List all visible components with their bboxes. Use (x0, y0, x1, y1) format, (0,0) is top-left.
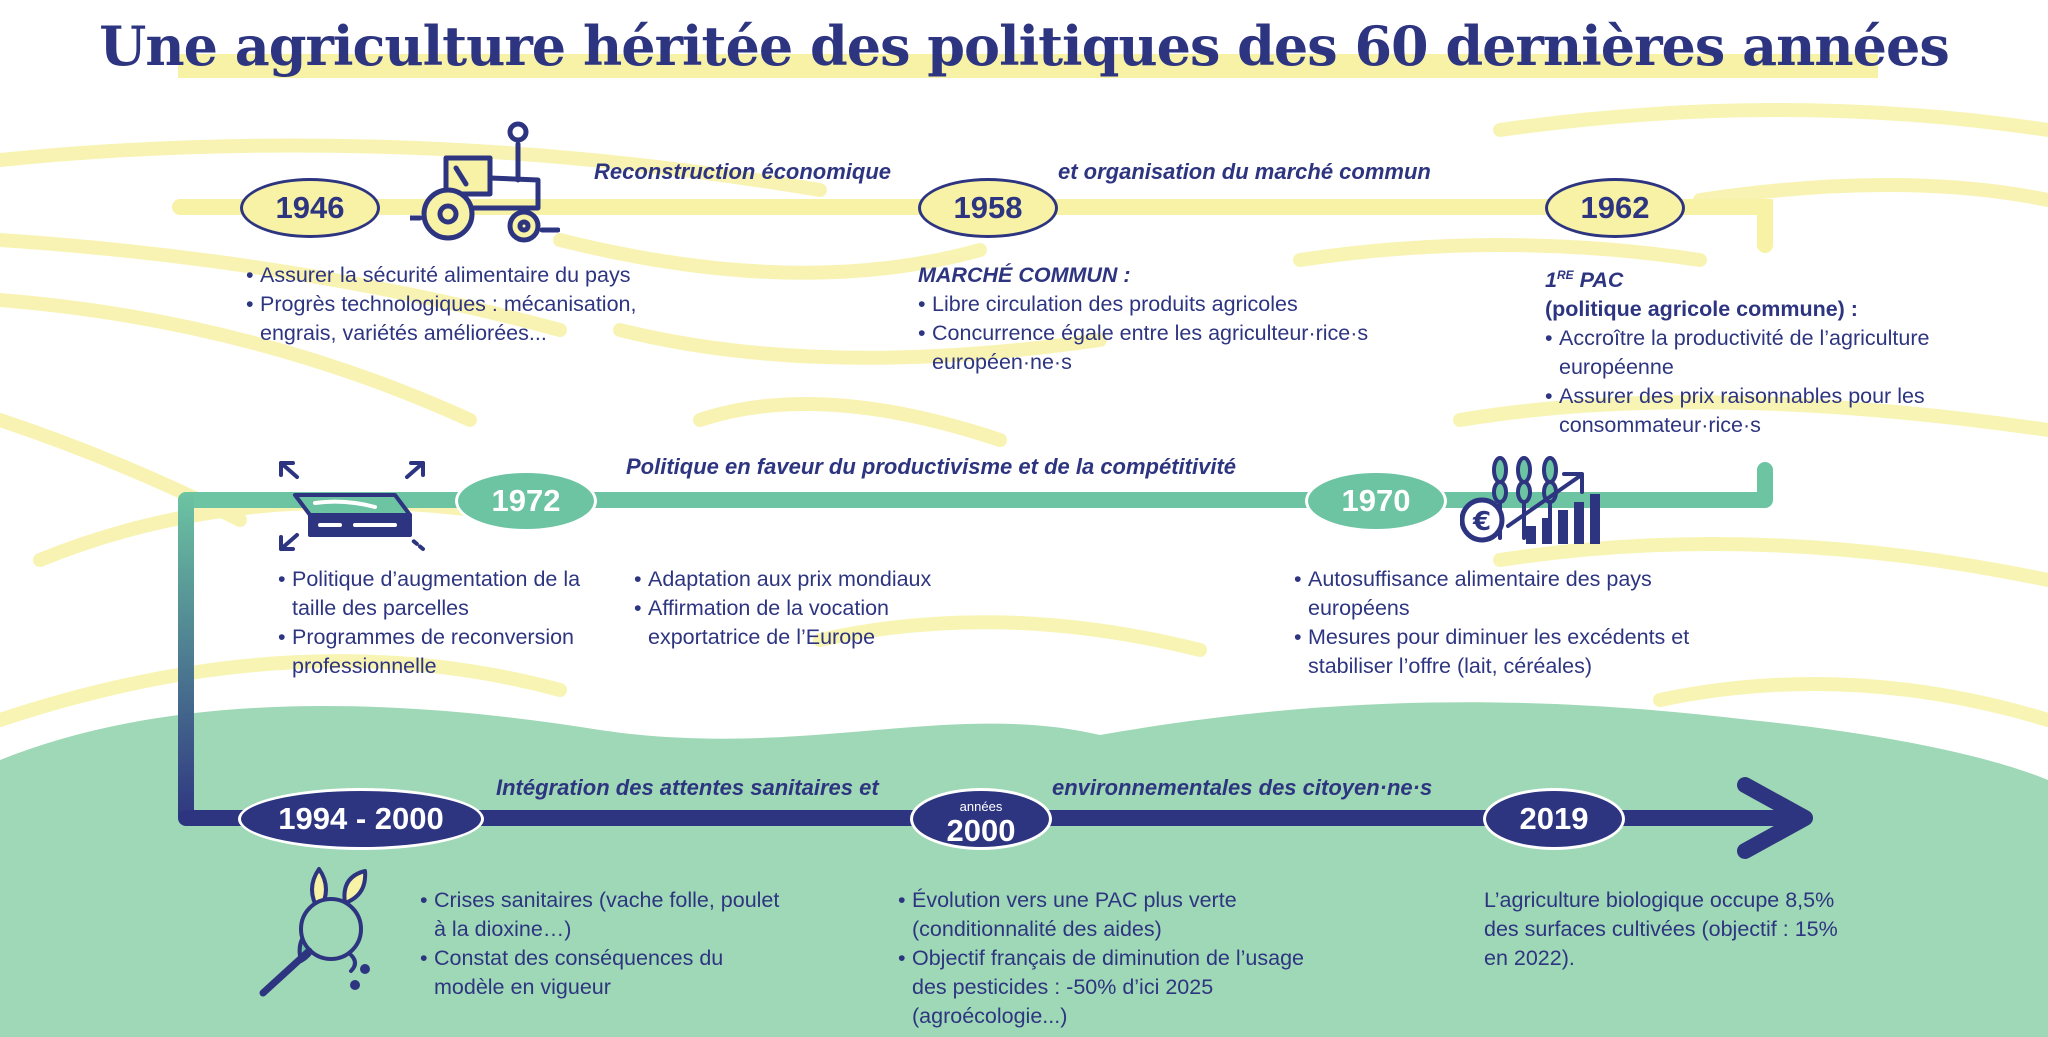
year-1958: 1958 (918, 178, 1058, 238)
year-1962: 1962 (1545, 178, 1685, 238)
list-item: • Constat des conséquences du modèle en vigueur (420, 944, 780, 1002)
block-heading (1545, 261, 1975, 295)
list-item: • Évolution vers une PAC plus verte (conditionnalité des aides) (898, 886, 1318, 944)
list-item: • Assurer la sécurité alimentaire du pays (246, 261, 716, 290)
phase-label-reconstruction: Reconstruction économique (594, 159, 892, 184)
phase-label-environnementales: environnementales des citoyen·ne·s (1052, 775, 1433, 800)
block-heading: MARCHÉ COMMUN : (918, 263, 1131, 287)
heading-sup: RE (1556, 268, 1574, 282)
timeline-descender (178, 492, 194, 824)
phase-label-productivisme: Politique en faveur du productivisme et de la compétitivité (626, 454, 1237, 479)
annees-label: années (959, 799, 1003, 814)
heading-prefix: 1 (1545, 268, 1557, 293)
list-item: • Assurer des prix raisonnables pour les consommateur·rice·s (1545, 382, 1975, 440)
year-annees-2000 (910, 788, 1052, 850)
phase-label-integration: Intégration des attentes sanitaires et (496, 775, 879, 800)
list-item: • Progrès technologiques : mécanisation, engrais, variétés améliorées... (246, 290, 716, 348)
block-1970 (1294, 565, 1744, 681)
svg-text:€: € (1472, 507, 1492, 537)
list-item: • Mesures pour diminuer les excédents et stabiliser l’offre (lait, céréales) (1294, 623, 1744, 681)
year-1994-2000: 1994 - 2000 (238, 788, 484, 850)
year-2019: 2019 (1483, 788, 1625, 850)
block-heading-2: (politique agricole commune) : (1545, 297, 1858, 322)
magnifier-leaves-icon (255, 865, 395, 1000)
list-item: • Objectif français de diminution de l’usage des pesticides : -50% d’ici 2025 (agroécologie...) (898, 944, 1318, 1031)
list-item: • Accroître la productivité de l’agriculture européenne (1545, 324, 1975, 382)
block-2019 (1484, 886, 1844, 973)
year-1972: 1972 (455, 470, 597, 532)
block-text: L’agriculture biologique occupe 8,5% des surfaces cultivées (objectif : 15% en 2022). (1484, 888, 1838, 970)
list-item: • Politique d’augmentation de la taille des parcelles (278, 565, 628, 623)
list-item: • Adaptation aux prix mondiaux (634, 565, 994, 594)
block-annees-2000 (898, 886, 1318, 1031)
block-1958 (918, 261, 1378, 377)
list-item: • Programmes de reconversion professionnelle (278, 623, 628, 681)
year-1970: 1970 (1305, 470, 1447, 532)
year-1946: 1946 (240, 178, 380, 238)
tractor-icon (410, 118, 560, 248)
wheat-euro-growth-icon (1460, 448, 1620, 548)
block-1946 (246, 261, 716, 348)
phase-label-marche-commun: et organisation du marché commun (1058, 159, 1431, 184)
heading-rest: PAC (1573, 268, 1624, 293)
parcel-resize-icon (275, 455, 430, 555)
page-title: Une agriculture héritée des politiques des 60 dernières années (99, 14, 1949, 78)
annees-value: 2000 (946, 813, 1016, 848)
list-item: • Autosuffisance alimentaire des pays européens (1294, 565, 1744, 623)
block-1972-export (634, 565, 994, 652)
list-item: • Libre circulation des produits agricoles (918, 290, 1378, 319)
list-item: • Crises sanitaires (vache folle, poulet à la dioxine…) (420, 886, 780, 944)
block-1972-parcelles (278, 565, 628, 681)
list-item: • Affirmation de la vocation exportatrice de l’Europe (634, 594, 994, 652)
block-1962 (1545, 261, 1975, 440)
block-1994-2000 (420, 886, 780, 1002)
list-item: • Concurrence égale entre les agriculteur·rice·s européen·ne·s (918, 319, 1378, 377)
